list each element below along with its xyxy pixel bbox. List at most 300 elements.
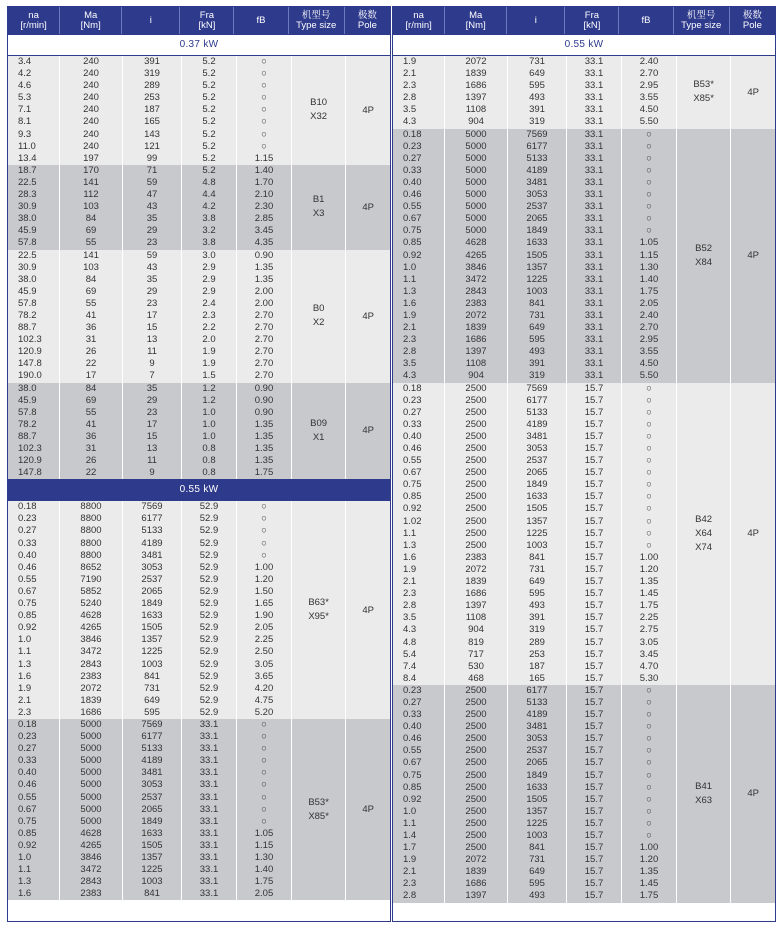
cell-i: 1849 bbox=[526, 225, 548, 237]
cell-i: 3481 bbox=[141, 767, 163, 779]
column-na bbox=[8, 383, 60, 480]
cell-i: 841 bbox=[529, 297, 545, 309]
type-size-cell bbox=[677, 685, 731, 903]
type-size-label: X1 bbox=[312, 431, 325, 443]
cell-na: 38.0 bbox=[18, 382, 37, 394]
cell-i: 649 bbox=[529, 68, 545, 80]
column-fb bbox=[622, 383, 677, 685]
cell-fra: 33.1 bbox=[199, 839, 219, 851]
cell-i: 43 bbox=[146, 261, 158, 273]
cell-na: 102.3 bbox=[18, 334, 42, 346]
header-na-line: [r/min] bbox=[20, 19, 47, 31]
cell-i: 3481 bbox=[526, 430, 548, 442]
column-fb bbox=[237, 719, 292, 900]
cell-na: 1.7 bbox=[403, 842, 417, 854]
cell-i: 2537 bbox=[526, 745, 548, 757]
data-columns bbox=[8, 165, 292, 250]
cell-na: 0.23 bbox=[403, 394, 422, 406]
cell-fra: 15.7 bbox=[584, 394, 604, 406]
cell-fra: 33.1 bbox=[199, 888, 219, 900]
model-group bbox=[393, 129, 775, 383]
cell-fb: ○ bbox=[646, 394, 652, 406]
type-size-label: B52 bbox=[695, 242, 713, 254]
cell-fb: 1.90 bbox=[254, 610, 274, 622]
cell-na: 38.0 bbox=[18, 213, 37, 225]
cell-fra: 15.7 bbox=[584, 745, 604, 757]
cell-i: 2065 bbox=[141, 803, 163, 815]
column-fb bbox=[622, 56, 677, 129]
cell-fb: 4.50 bbox=[639, 104, 659, 116]
cell-ma: 1397 bbox=[465, 600, 487, 612]
cell-ma: 1108 bbox=[465, 104, 487, 116]
cell-fb: ○ bbox=[646, 418, 652, 430]
header-i bbox=[122, 7, 180, 34]
cell-fra: 1.9 bbox=[202, 346, 216, 358]
column-i bbox=[508, 56, 567, 129]
cell-na: 0.92 bbox=[403, 503, 422, 515]
cell-i: 2537 bbox=[141, 791, 163, 803]
type-size-label: B1 bbox=[312, 194, 325, 206]
pole-cell: 4P bbox=[747, 788, 759, 800]
cell-fb: ○ bbox=[646, 721, 652, 733]
cell-fb: 2.25 bbox=[639, 612, 659, 624]
cell-fb: 5.50 bbox=[639, 370, 659, 382]
cell-i: 1357 bbox=[526, 261, 548, 273]
cell-na: 1.6 bbox=[403, 551, 417, 563]
cell-ma: 2072 bbox=[80, 682, 102, 694]
cell-ma: 197 bbox=[83, 152, 99, 164]
cell-i: 391 bbox=[529, 612, 545, 624]
cell-i: 841 bbox=[529, 842, 545, 854]
cell-fra: 1.0 bbox=[202, 418, 216, 430]
cell-fb: ○ bbox=[646, 213, 652, 225]
cell-ma: 5000 bbox=[80, 743, 102, 755]
cell-ma: 112 bbox=[83, 189, 99, 201]
cell-na: 0.55 bbox=[18, 791, 37, 803]
cell-na: 0.85 bbox=[403, 491, 422, 503]
cell-na: 1.6 bbox=[18, 670, 32, 682]
cell-fb: ○ bbox=[261, 104, 267, 116]
header-ma-line: Ma bbox=[84, 9, 98, 21]
cell-fb: 1.35 bbox=[254, 418, 274, 430]
cell-na: 13.4 bbox=[18, 152, 37, 164]
cell-fra: 33.1 bbox=[584, 164, 604, 176]
cell-fra: 15.7 bbox=[584, 769, 604, 781]
cell-ma: 2843 bbox=[80, 876, 102, 888]
cell-i: 1225 bbox=[526, 817, 548, 829]
cell-ma: 84 bbox=[85, 273, 97, 285]
cell-i: 595 bbox=[529, 878, 545, 890]
cell-ma: 4265 bbox=[80, 839, 102, 851]
cell-na: 0.92 bbox=[403, 249, 422, 261]
cell-fb: 1.40 bbox=[639, 273, 659, 285]
cell-fra: 33.1 bbox=[199, 767, 219, 779]
cell-fra: 33.1 bbox=[199, 718, 219, 730]
cell-fra: 15.7 bbox=[584, 733, 604, 745]
cell-fb: ○ bbox=[646, 709, 652, 721]
cell-ma: 1839 bbox=[465, 68, 487, 80]
cell-i: 6177 bbox=[141, 513, 163, 525]
cell-fb: 2.30 bbox=[254, 201, 274, 213]
cell-na: 0.40 bbox=[18, 767, 37, 779]
cell-fra: 4.8 bbox=[202, 176, 216, 188]
cell-ma: 55 bbox=[85, 297, 97, 309]
cell-ma: 2843 bbox=[80, 658, 102, 670]
cell-na: 1.3 bbox=[403, 539, 417, 551]
cell-fb: 2.05 bbox=[254, 888, 274, 900]
cell-na: 1.9 bbox=[403, 563, 417, 575]
cell-i: 165 bbox=[144, 116, 160, 128]
column-fra bbox=[567, 685, 622, 903]
cell-na: 3.5 bbox=[403, 104, 417, 116]
column-ma bbox=[445, 129, 508, 383]
cell-fra: 33.1 bbox=[584, 56, 604, 67]
header-na-line: na bbox=[28, 9, 39, 21]
column-na bbox=[393, 129, 445, 383]
cell-fb: 1.00 bbox=[639, 842, 659, 854]
type-size-cell bbox=[292, 165, 346, 250]
cell-fra: 33.1 bbox=[584, 213, 604, 225]
cell-fb: 1.35 bbox=[639, 576, 659, 588]
cell-fb: 1.20 bbox=[639, 854, 659, 866]
cell-i: 1003 bbox=[526, 539, 548, 551]
cell-na: 0.18 bbox=[18, 718, 37, 730]
cell-fra: 33.1 bbox=[199, 827, 219, 839]
cell-na: 1.9 bbox=[403, 854, 417, 866]
cell-ma: 22 bbox=[85, 358, 97, 370]
data-columns bbox=[393, 383, 677, 685]
cell-ma: 2072 bbox=[465, 854, 487, 866]
cell-na: 57.8 bbox=[18, 297, 37, 309]
cell-fra: 15.7 bbox=[584, 479, 604, 491]
cell-fra: 1.9 bbox=[202, 358, 216, 370]
cell-i: 391 bbox=[529, 104, 545, 116]
cell-na: 78.2 bbox=[18, 309, 37, 321]
cell-ma: 2843 bbox=[465, 285, 487, 297]
pole-cell: 4P bbox=[747, 250, 759, 262]
cell-fra: 33.1 bbox=[584, 285, 604, 297]
cell-fb: ○ bbox=[261, 80, 267, 92]
cell-ma: 1686 bbox=[465, 334, 487, 346]
cell-ma: 240 bbox=[83, 68, 99, 80]
cell-ma: 4628 bbox=[80, 827, 102, 839]
cell-ma: 240 bbox=[83, 140, 99, 152]
cell-fb: ○ bbox=[261, 140, 267, 152]
cell-ma: 904 bbox=[468, 624, 484, 636]
cell-fra: 15.7 bbox=[584, 624, 604, 636]
cell-fb: ○ bbox=[646, 455, 652, 467]
cell-fra: 5.2 bbox=[202, 140, 216, 152]
cell-fb: ○ bbox=[261, 779, 267, 791]
cell-fb: ○ bbox=[646, 733, 652, 745]
cell-i: 391 bbox=[144, 56, 160, 67]
cell-fra: 52.9 bbox=[199, 598, 219, 610]
cell-na: 1.6 bbox=[18, 888, 32, 900]
cell-ma: 240 bbox=[83, 116, 99, 128]
cell-na: 0.33 bbox=[18, 755, 37, 767]
cell-na: 88.7 bbox=[18, 322, 37, 334]
cell-fb: 2.40 bbox=[639, 309, 659, 321]
cell-i: 2537 bbox=[526, 201, 548, 213]
cell-fra: 5.2 bbox=[202, 104, 216, 116]
cell-fra: 15.7 bbox=[584, 455, 604, 467]
cell-ma: 3846 bbox=[80, 852, 102, 863]
cell-ma: 2500 bbox=[465, 491, 487, 503]
cell-ma: 141 bbox=[83, 176, 99, 188]
cell-i: 841 bbox=[144, 888, 160, 900]
cell-na: 0.27 bbox=[403, 696, 422, 708]
column-i bbox=[123, 250, 182, 383]
cell-i: 2065 bbox=[526, 467, 548, 479]
cell-na: 2.1 bbox=[403, 68, 417, 80]
cell-fb: 1.15 bbox=[639, 249, 659, 261]
cell-fb: 3.45 bbox=[639, 648, 659, 660]
cell-fb: ○ bbox=[646, 781, 652, 793]
header-pole-line: Pole bbox=[357, 19, 377, 31]
right-table bbox=[392, 6, 776, 922]
column-fra bbox=[567, 383, 622, 685]
cell-ma: 8800 bbox=[80, 501, 102, 513]
cell-fb: 2.70 bbox=[254, 346, 274, 358]
type-size-label: B63* bbox=[308, 597, 329, 609]
cell-i: 3053 bbox=[141, 561, 163, 573]
left-table bbox=[7, 6, 391, 922]
cell-ma: 819 bbox=[468, 636, 484, 648]
cell-fra: 33.1 bbox=[584, 104, 604, 116]
cell-na: 1.3 bbox=[403, 285, 417, 297]
cell-ma: 103 bbox=[83, 261, 99, 273]
cell-ma: 1397 bbox=[465, 890, 487, 902]
cell-i: 4189 bbox=[141, 537, 163, 549]
data-columns bbox=[393, 129, 677, 383]
column-na bbox=[8, 719, 60, 900]
cell-fb: 1.35 bbox=[254, 273, 274, 285]
cell-fra: 15.7 bbox=[584, 805, 604, 817]
cell-i: 7569 bbox=[141, 718, 163, 730]
cell-ma: 2383 bbox=[80, 888, 102, 900]
cell-i: 289 bbox=[144, 80, 160, 92]
cell-na: 1.9 bbox=[403, 309, 417, 321]
cell-fb: ○ bbox=[646, 696, 652, 708]
cell-ma: 5240 bbox=[80, 598, 102, 610]
cell-i: 4189 bbox=[526, 418, 548, 430]
column-na bbox=[8, 165, 60, 250]
cell-ma: 1397 bbox=[465, 346, 487, 358]
cell-fra: 33.1 bbox=[199, 743, 219, 755]
cell-ma: 5000 bbox=[465, 213, 487, 225]
cell-fra: 3.2 bbox=[202, 225, 216, 237]
cell-fb: ○ bbox=[261, 537, 267, 549]
cell-na: 0.46 bbox=[403, 189, 422, 201]
cell-i: 2537 bbox=[141, 573, 163, 585]
cell-ma: 41 bbox=[85, 418, 97, 430]
cell-ma: 2500 bbox=[465, 527, 487, 539]
cell-ma: 1686 bbox=[465, 878, 487, 890]
cell-ma: 31 bbox=[85, 334, 97, 346]
model-group bbox=[8, 719, 390, 900]
cell-ma: 2500 bbox=[465, 745, 487, 757]
cell-fb: 1.15 bbox=[254, 839, 274, 851]
cell-na: 0.40 bbox=[403, 721, 422, 733]
cell-ma: 4628 bbox=[465, 237, 487, 249]
cell-na: 57.8 bbox=[18, 237, 37, 249]
cell-fb: 1.75 bbox=[639, 890, 659, 902]
cell-fra: 33.1 bbox=[584, 152, 604, 164]
cell-fra: 5.2 bbox=[202, 128, 216, 140]
cell-fra: 15.7 bbox=[584, 406, 604, 418]
cell-i: 17 bbox=[146, 418, 158, 430]
cell-ma: 2500 bbox=[465, 793, 487, 805]
cell-na: 2.1 bbox=[18, 694, 32, 706]
type-size-label: X3 bbox=[312, 208, 325, 220]
cell-i: 15 bbox=[146, 430, 158, 442]
cell-fra: 0.8 bbox=[202, 455, 216, 467]
cell-i: 9 bbox=[149, 358, 155, 370]
cell-na: 22.5 bbox=[18, 249, 37, 261]
cell-fra: 33.1 bbox=[584, 116, 604, 128]
cell-fra: 33.1 bbox=[584, 322, 604, 334]
cell-fb: ○ bbox=[261, 513, 267, 525]
cell-i: 5133 bbox=[526, 152, 548, 164]
cell-fra: 52.9 bbox=[199, 622, 219, 634]
cell-i: 11 bbox=[147, 346, 157, 358]
cell-fb: 1.50 bbox=[254, 585, 274, 597]
header-ma bbox=[445, 7, 507, 34]
header-pole-line: 极数 bbox=[742, 9, 762, 21]
cell-ma: 2072 bbox=[465, 563, 487, 575]
type-size-label: X95* bbox=[308, 611, 329, 623]
cell-na: 0.23 bbox=[403, 684, 422, 696]
cell-fb: ○ bbox=[646, 467, 652, 479]
cell-ma: 26 bbox=[85, 455, 97, 467]
cell-fra: 33.1 bbox=[584, 370, 604, 382]
header-pole bbox=[345, 7, 390, 34]
cell-i: 35 bbox=[146, 213, 158, 225]
cell-fb: 2.70 bbox=[254, 309, 274, 321]
cell-i: 29 bbox=[146, 225, 158, 237]
cell-fb: 1.20 bbox=[639, 563, 659, 575]
cell-na: 30.9 bbox=[18, 261, 37, 273]
cell-i: 3481 bbox=[526, 176, 548, 188]
header-pole-line: Pole bbox=[742, 19, 762, 31]
cell-na: 0.46 bbox=[403, 443, 422, 454]
cell-fra: 15.7 bbox=[584, 430, 604, 442]
cell-fra: 0.8 bbox=[202, 467, 216, 479]
cell-fb: ○ bbox=[261, 755, 267, 767]
cell-fb: 3.05 bbox=[639, 636, 659, 648]
type-size-label: X84 bbox=[695, 256, 713, 268]
cell-na: 1.1 bbox=[403, 817, 417, 829]
cell-fra: 5.2 bbox=[202, 80, 216, 92]
cell-fra: 33.1 bbox=[199, 852, 219, 863]
column-ma bbox=[60, 56, 123, 165]
type-size-label: X85* bbox=[693, 93, 714, 105]
header-fb-line: fB bbox=[256, 14, 266, 26]
cell-i: 2065 bbox=[526, 213, 548, 225]
cell-fb: 1.40 bbox=[254, 864, 274, 876]
cell-ma: 240 bbox=[83, 92, 99, 104]
cell-i: 165 bbox=[529, 672, 545, 684]
column-ma bbox=[60, 501, 123, 719]
cell-fra: 33.1 bbox=[584, 140, 604, 152]
cell-i: 23 bbox=[146, 406, 158, 418]
cell-i: 187 bbox=[529, 660, 545, 672]
type-size-label: B41 bbox=[695, 780, 713, 792]
cell-i: 731 bbox=[529, 309, 545, 321]
cell-ma: 2383 bbox=[80, 670, 102, 682]
cell-fb: 5.20 bbox=[254, 706, 274, 718]
cell-na: 45.9 bbox=[18, 285, 37, 297]
cell-na: 0.55 bbox=[18, 573, 37, 585]
cell-i: 6177 bbox=[526, 394, 548, 406]
cell-i: 13 bbox=[146, 334, 158, 346]
cell-fra: 33.1 bbox=[584, 249, 604, 261]
cell-fra: 52.9 bbox=[199, 646, 219, 658]
cell-i: 3481 bbox=[141, 549, 163, 561]
cell-fra: 33.1 bbox=[584, 273, 604, 285]
cell-fra: 1.2 bbox=[202, 382, 216, 394]
cell-fb: ○ bbox=[646, 684, 652, 696]
model-group bbox=[8, 501, 390, 719]
data-columns bbox=[8, 56, 292, 165]
cell-ma: 240 bbox=[83, 128, 99, 140]
cell-fra: 2.3 bbox=[202, 309, 216, 321]
cell-na: 4.6 bbox=[18, 80, 32, 92]
cell-ma: 2500 bbox=[465, 430, 487, 442]
cell-fra: 52.9 bbox=[199, 561, 219, 573]
cell-na: 1.3 bbox=[18, 876, 32, 888]
cell-ma: 2500 bbox=[465, 817, 487, 829]
cell-na: 78.2 bbox=[18, 418, 37, 430]
cell-na: 1.9 bbox=[403, 56, 417, 67]
power-rating: 0.55 kW bbox=[393, 34, 775, 56]
cell-fra: 15.7 bbox=[584, 467, 604, 479]
cell-fb: 5.30 bbox=[639, 672, 659, 684]
cell-fra: 15.7 bbox=[584, 660, 604, 672]
cell-ma: 2500 bbox=[465, 696, 487, 708]
cell-na: 0.27 bbox=[403, 406, 422, 418]
cell-i: 649 bbox=[529, 322, 545, 334]
cell-fb: 1.45 bbox=[639, 588, 659, 600]
type-size-label: B53* bbox=[693, 79, 714, 91]
type-size-label: B53* bbox=[308, 796, 329, 808]
cell-i: 4189 bbox=[141, 755, 163, 767]
cell-fb: 0.90 bbox=[254, 394, 274, 406]
cell-ma: 5000 bbox=[80, 791, 102, 803]
cell-i: 15 bbox=[146, 322, 158, 334]
cell-fb: ○ bbox=[646, 201, 652, 213]
cell-na: 0.75 bbox=[403, 479, 422, 491]
type-size-label: X64 bbox=[695, 527, 713, 539]
column-i bbox=[123, 383, 182, 480]
cell-fb: 2.95 bbox=[639, 80, 659, 92]
cell-na: 2.3 bbox=[403, 878, 417, 890]
cell-i: 7569 bbox=[526, 382, 548, 394]
cell-i: 1225 bbox=[526, 273, 548, 285]
cell-i: 1225 bbox=[141, 864, 163, 876]
cell-fra: 15.7 bbox=[584, 418, 604, 430]
cell-fb: 2.05 bbox=[639, 297, 659, 309]
cell-i: 1849 bbox=[526, 769, 548, 781]
cell-fb: ○ bbox=[646, 430, 652, 442]
cell-fra: 52.9 bbox=[199, 549, 219, 561]
cell-fra: 15.7 bbox=[584, 612, 604, 624]
cell-i: 6177 bbox=[526, 140, 548, 152]
cell-fb: 1.75 bbox=[254, 876, 274, 888]
cell-fb: ○ bbox=[646, 479, 652, 491]
cell-fb: ○ bbox=[646, 225, 652, 237]
cell-na: 2.3 bbox=[403, 334, 417, 346]
